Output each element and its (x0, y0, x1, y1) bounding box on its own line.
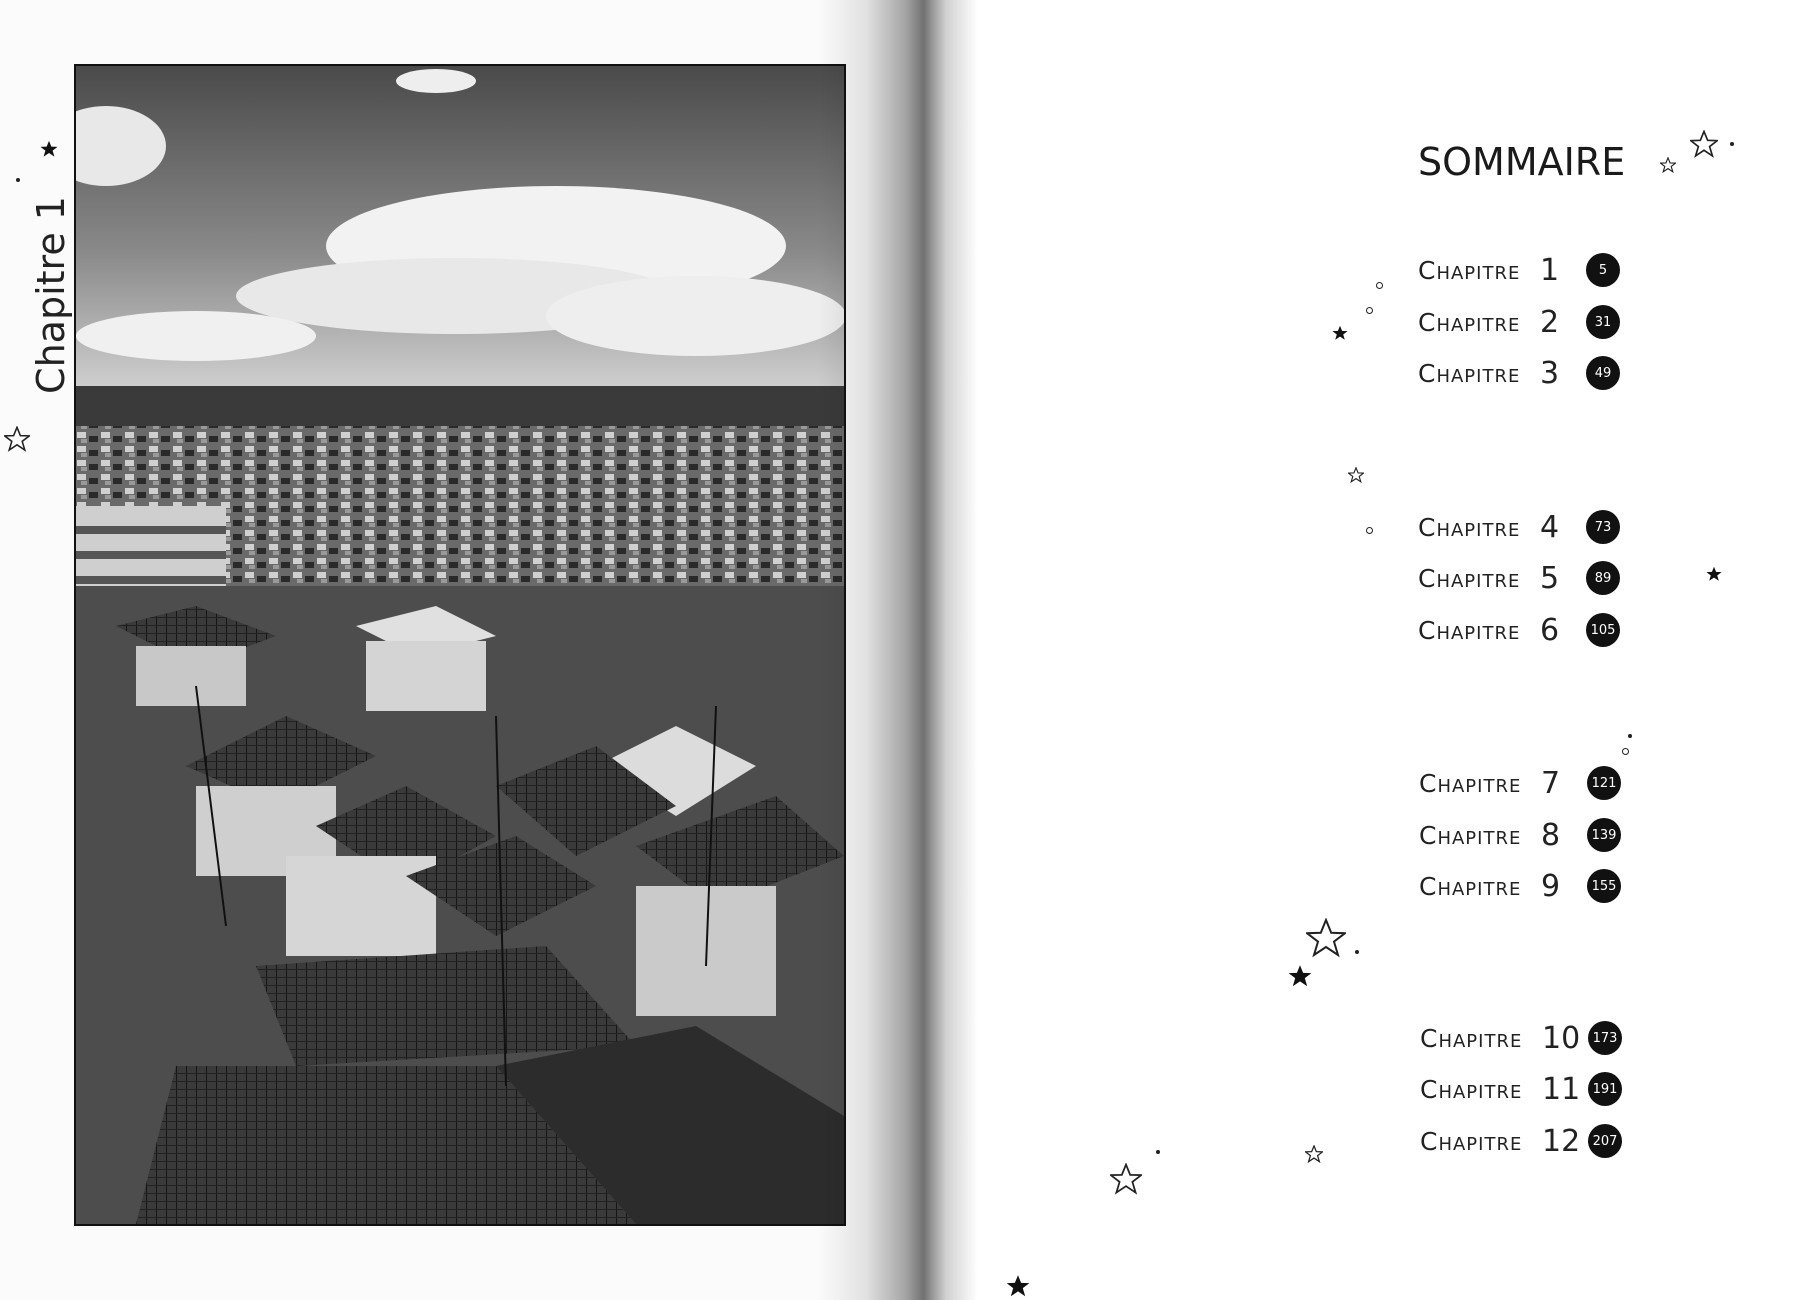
toc-entry-label: Chapitre (1419, 871, 1522, 901)
outline-star-icon (1305, 1145, 1323, 1163)
page-number-badge: 121 (1587, 766, 1621, 800)
outline-star-icon (1110, 1163, 1142, 1195)
toc-entry-label: Chapitre (1419, 768, 1522, 798)
chapter-title-text: Chapitre 1 (29, 196, 73, 394)
page-number-badge: 155 (1587, 869, 1621, 903)
toc-entry-label: Chapitre (1418, 615, 1521, 645)
book-gutter (818, 0, 978, 1300)
dot-icon (1156, 1150, 1160, 1154)
circle-dot-icon (1376, 282, 1383, 289)
toc-entry-label: Chapitre (1418, 358, 1521, 388)
filled-star-icon (1332, 325, 1348, 341)
dot-icon (1730, 142, 1734, 146)
toc-entry-label: Chapitre (1418, 307, 1521, 337)
toc-entry-label: Chapitre (1420, 1023, 1523, 1053)
toc-entry-4[interactable] (1418, 507, 1620, 547)
outline-star-icon (1690, 130, 1718, 158)
toc-entry-number: 8 (1541, 817, 1561, 853)
townscape-photo (74, 64, 846, 1226)
dot-icon (16, 178, 20, 182)
toc-entry-8[interactable] (1419, 815, 1621, 855)
toc-entry-1[interactable] (1418, 250, 1620, 290)
toc-entry-label: Chapitre (1419, 820, 1522, 850)
toc-entry-9[interactable] (1419, 866, 1621, 906)
toc-entry-number: 6 (1540, 612, 1560, 648)
page-number-badge: 105 (1586, 613, 1620, 647)
circle-dot-icon (1622, 748, 1629, 755)
page-number-badge: 207 (1588, 1124, 1622, 1158)
page-number-badge: 31 (1586, 305, 1620, 339)
outline-star-icon (4, 426, 30, 452)
toc-entry-label: Chapitre (1418, 512, 1521, 542)
toc-entry-10[interactable] (1420, 1018, 1622, 1058)
page-number-badge: 191 (1588, 1072, 1622, 1106)
toc-entry-number: 5 (1540, 560, 1560, 596)
dot-icon (1355, 950, 1359, 954)
outline-star-icon (1306, 918, 1346, 958)
toc-entry-3[interactable] (1418, 353, 1620, 393)
toc-entry-6[interactable] (1418, 610, 1620, 650)
toc-entry-number: 10 (1542, 1020, 1581, 1056)
outline-star-icon (1348, 467, 1364, 483)
page-number-badge: 89 (1586, 561, 1620, 595)
toc-entry-number: 9 (1541, 868, 1561, 904)
toc-heading: SOMMAIRE (1418, 140, 1626, 184)
toc-entry-number: 3 (1540, 355, 1560, 391)
toc-entry-number: 1 (1540, 252, 1560, 288)
page-number-badge: 139 (1587, 818, 1621, 852)
outline-star-icon (1660, 157, 1676, 173)
townscape-rooftops-photo (76, 66, 844, 1224)
toc-entry-12[interactable] (1420, 1121, 1622, 1161)
filled-star-icon (1006, 1274, 1030, 1298)
toc-entry-number: 12 (1542, 1123, 1581, 1159)
toc-entry-5[interactable] (1418, 558, 1620, 598)
toc-entry-label: Chapitre (1420, 1074, 1523, 1104)
page-number-badge: 5 (1586, 253, 1620, 287)
circle-dot-icon (1366, 527, 1373, 534)
toc-entry-label: Chapitre (1420, 1126, 1523, 1156)
toc-entry-number: 4 (1540, 509, 1560, 545)
page-number-badge: 73 (1586, 510, 1620, 544)
circle-dot-icon (1366, 307, 1373, 314)
page-number-badge: 173 (1588, 1021, 1622, 1055)
filled-star-icon (1288, 964, 1312, 988)
toc-entry-number: 11 (1542, 1071, 1581, 1107)
toc-entry-label: Chapitre (1418, 563, 1521, 593)
page-number-badge: 49 (1586, 356, 1620, 390)
toc-entry-2[interactable] (1418, 302, 1620, 342)
toc-entry-number: 2 (1540, 304, 1560, 340)
dot-icon (1628, 734, 1632, 738)
right-page (930, 0, 1813, 1300)
toc-entry-11[interactable] (1420, 1069, 1622, 1109)
toc-entry-number: 7 (1541, 765, 1561, 801)
toc-entry-7[interactable] (1419, 763, 1621, 803)
filled-star-icon (40, 140, 58, 158)
filled-star-icon (1706, 566, 1722, 582)
toc-entry-label: Chapitre (1418, 255, 1521, 285)
